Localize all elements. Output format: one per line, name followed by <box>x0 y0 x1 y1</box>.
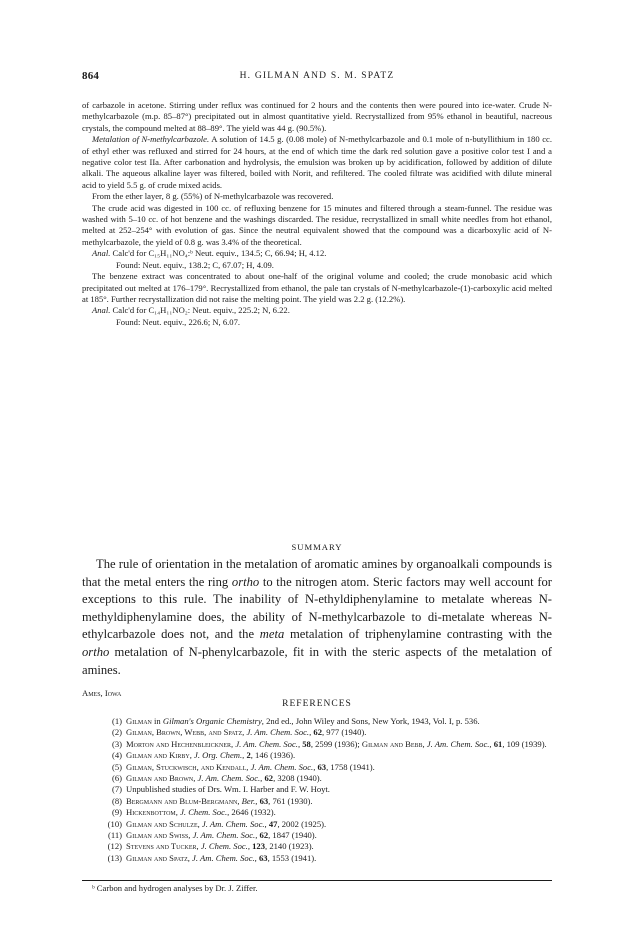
reference-item <box>82 784 552 795</box>
reference-journal: J. Am. Chem. Soc. <box>250 761 314 772</box>
reference-text: , 2599 (1936); <box>310 738 362 749</box>
paragraph-crude-acid: The crude acid was digested in 100 cc. of refluxing benzene for 15 minutes and filtered through a steam-funnel. The residue was washed with 5–10 cc. of hot benzene and the washings discarded. The residue, recrystallized in small white needles from hot ethanol, melted at 252–254° with evolution of gas. Since the neutral equivalent showed that the compound was a dicarboxylic acid of N-methylcarbazole, the yield of 0.8 g. was 3.4% of the theoretical. <box>82 202 552 247</box>
reference-text: , 1847 (1940). <box>268 830 317 841</box>
reference-text: in <box>151 716 163 726</box>
reference-authors: Gilman and Bebb, <box>361 738 425 749</box>
reference-item <box>82 750 552 761</box>
subsection-title: Metalation of N-methylcarbazole. <box>92 134 210 145</box>
reference-text: , <box>254 852 259 863</box>
reference-text: , 2646 (1932). <box>227 807 276 818</box>
reference-authors: Morton and Hechenbleickner, <box>126 738 234 749</box>
paragraph-metalation <box>82 134 552 191</box>
paragraph-ether-layer: From the ether layer, 8 g. (55%) of N-methylcarbazole was recovered. <box>92 191 334 202</box>
footnote: ᵇ Carbon and hydrogen analyses by Dr. J. Ziffer. <box>92 883 258 893</box>
reference-authors: Stevens and Tucker, <box>126 841 199 852</box>
paragraph-benzene-extract: The benzene extract was concentrated to about one-half of the original volume and cooled; the crude monobasic acid which precipitated out melted at 176–179°. Recrystallized from ethanol, the pale tan crystals of N-methylcarbazole-(1)-carboxylic acid melted at 185°. Further recrystallization did not raise the melting point. The yield was 2.2 g. (12.2%). <box>82 271 552 304</box>
summary-text: metalation of N-phenylcarbazole, fit in with the steric aspects of the metalation of amines. <box>82 644 552 677</box>
reference-text: , 109 (1939). <box>502 738 547 749</box>
reference-item <box>82 716 552 727</box>
reference-item <box>82 727 552 738</box>
reference-number: (12) <box>107 841 122 852</box>
reference-volume: 63 <box>259 795 269 806</box>
summary-heading: SUMMARY <box>291 542 343 552</box>
reference-text: , 3208 (1940). <box>273 773 322 784</box>
reference-volume: 63 <box>258 852 268 863</box>
reference-volume: 63 <box>317 761 327 772</box>
summary-text: metalation of triphenylamine contrasting with the <box>284 627 552 642</box>
reference-authors: Hickenbottom, <box>126 807 178 818</box>
analysis-calculated-1 <box>82 248 552 259</box>
reference-item <box>82 739 552 750</box>
reference-volume: 62 <box>259 830 269 841</box>
experimental-section <box>82 100 552 328</box>
reference-text: , <box>489 738 494 749</box>
reference-text: , <box>255 830 260 841</box>
reference-volume: 47 <box>268 818 278 829</box>
reference-authors: Gilman and Spatz, <box>126 852 190 863</box>
reference-text: , <box>297 738 303 749</box>
reference-journal: Organic Chemistry <box>195 716 262 726</box>
reference-number: (4) <box>111 750 122 761</box>
reference-text: , 1553 (1941). <box>267 852 317 863</box>
affiliation: Ames, Iowa <box>82 688 122 698</box>
analysis-calculated-2 <box>82 305 552 316</box>
reference-text: , <box>313 761 318 772</box>
reference-authors: Gilman, Brown, Webb, and Spatz, <box>126 727 245 738</box>
reference-number: (2) <box>111 727 122 738</box>
reference-journal: J. Org. Chem. <box>194 750 243 761</box>
reference-number: (6) <box>111 773 122 784</box>
reference-volume: 58 <box>302 738 311 749</box>
reference-journal: Ber. <box>241 795 256 806</box>
reference-journal: J. Am. Chem. Soc. <box>246 727 310 738</box>
reference-authors: Gilman and Brown, <box>126 773 196 784</box>
summary-emphasis: ortho <box>231 574 260 589</box>
reference-text: , <box>255 795 260 806</box>
reference-number: (10) <box>107 818 122 829</box>
paragraph-text: A solution of 14.5 g. (0.08 mole) of N-methylcarbazole and 0.1 mole of n-butyllithium in 180 cc. of ethyl ether was refluxed and stirred for 24 hours, at the end of which time the dark red solution gave a positive color test I and a negative color test IIa. After carbonation and hydrolysis, the emulsion was broken up by acidification, followed by addition of dilute alkali. The aqueous alkaline layer was filtered, boiled with Norit, and refiltered. The cooled filtrate was acidified with dilute mineral acid to yield 5.5 g. of crude mixed acids. <box>82 134 553 190</box>
reference-item <box>82 853 552 864</box>
reference-volume: 61 <box>493 738 503 749</box>
reference-text: , <box>264 818 269 829</box>
references-list <box>82 716 552 864</box>
reference-item <box>82 796 552 807</box>
reference-journal: J. Chem. Soc. <box>200 841 248 852</box>
reference-journal: J. Am. Chem. Soc. <box>197 773 261 784</box>
reference-authors: Gilman, Stuckwisch, and Kendall, <box>126 761 249 772</box>
paragraph-methylation: of carbazole in acetone. Stirring under reflux was continued for 2 hours and the contents then were poured into ice-water. Crude N-methylcarbazole (m.p. 85–87°) precipitated out in almost quantitative yield. Recrystallized from 95% ethanol in beautiful, nacreous crystals, the compound melted at 88–89°. The yield was 44 g. (90.5%). <box>82 100 552 133</box>
reference-number: (7) <box>111 784 122 795</box>
reference-text: , 761 (1930). <box>268 795 313 806</box>
reference-journal: J. Am. Chem. Soc. <box>426 738 490 749</box>
reference-text: , 2nd ed., John Wiley and Sons, New York, 1943, Vol. I, p. 536. <box>261 716 480 726</box>
anal-label: Anal. <box>92 305 111 316</box>
summary-emphasis: meta <box>259 627 285 642</box>
reference-number: (1) <box>111 716 122 726</box>
reference-authors: Gilman and Schulze, <box>126 818 200 829</box>
reference-text: , <box>242 750 247 761</box>
reference-number: (8) <box>111 795 122 806</box>
analysis-found-2: Found: Neut. equiv., 226.6; N, 6.07. <box>116 316 241 327</box>
reference-authors: Gilman and Kirby, <box>126 750 192 761</box>
reference-item <box>82 807 552 818</box>
page-header <box>82 70 552 84</box>
reference-text: , 977 (1940). <box>321 727 367 738</box>
anal-text: Calc'd for C₁₅H₁₁NO₄:ᵇ Neut. equiv., 134.5; C, 66.94; H, 4.12. <box>110 248 327 259</box>
running-head: H. GILMAN AND S. M. SPATZ <box>239 71 395 81</box>
reference-number: (9) <box>111 807 122 818</box>
analysis-found-1: Found: Neut. equiv., 138.2; C, 67.07; H, 4.09. <box>116 259 274 270</box>
reference-authors: Gilman <box>126 716 152 726</box>
reference-journal: J. Chem. Soc. <box>180 807 228 818</box>
summary-text: The rule of orientation in the metalation of aromatic amines by organoalkali compounds is that the metal enters the ring <box>82 557 552 589</box>
anal-label: Anal. <box>92 248 111 259</box>
reference-item <box>82 841 552 852</box>
reference-journal: J. Am. Chem. Soc. <box>192 852 255 863</box>
reference-item <box>82 762 552 773</box>
references-heading: REFERENCES <box>282 699 352 709</box>
reference-item <box>82 773 552 784</box>
summary-paragraph <box>82 556 552 679</box>
reference-authors: Bergmann and Blum-Bergmann, <box>126 795 240 806</box>
reference-text: , <box>247 841 253 852</box>
reference-number: (5) <box>111 761 122 772</box>
reference-number: (13) <box>107 852 122 863</box>
summary-section <box>82 556 552 679</box>
footnote-rule <box>82 880 552 881</box>
reference-number: (11) <box>108 830 122 841</box>
reference-text: , 146 (1936). <box>250 750 296 761</box>
reference-text: , <box>260 773 265 784</box>
anal-text: Calc'd for C₁₄H₁₁NO₂: Neut. equiv., 225.2; N, 6.22. <box>110 305 290 316</box>
reference-text: , 2140 (1923). <box>265 841 314 852</box>
reference-volume: 62 <box>313 727 322 738</box>
reference-authors: Gilman and Swiss, <box>126 830 191 841</box>
reference-text: , <box>309 727 314 738</box>
reference-journal: J. Am. Chem. Soc. <box>235 738 298 749</box>
reference-journal: J. Am. Chem. Soc. <box>201 818 265 829</box>
reference-text: Unpublished studies of Drs. Wm. I. Harber and F. W. Hoyt. <box>126 784 330 795</box>
reference-journal: J. Am. Chem. Soc. <box>192 830 256 841</box>
reference-volume: 123 <box>252 841 266 852</box>
reference-volume: 62 <box>264 773 274 784</box>
summary-emphasis: ortho <box>82 644 110 659</box>
reference-number: (3) <box>111 738 122 749</box>
reference-item <box>82 830 552 841</box>
reference-text: , 2002 (1925). <box>277 818 327 829</box>
page-number: 864 <box>82 70 100 82</box>
reference-text: , 1758 (1941). <box>326 761 375 772</box>
summary-text: to the nitrogen atom. Steric factors may well account for exceptions to this rule. The inability of N-ethyldiphenylamine to metalate whereas N-methyldiphenylamine does, the ability of N-methylcarbazole to di-metalate whereas N-ethylcarbazole does not, and the <box>82 574 552 642</box>
reference-item <box>82 819 552 830</box>
reference-volume: 2 <box>246 750 251 761</box>
reference-editor: Gilman's <box>162 716 194 726</box>
